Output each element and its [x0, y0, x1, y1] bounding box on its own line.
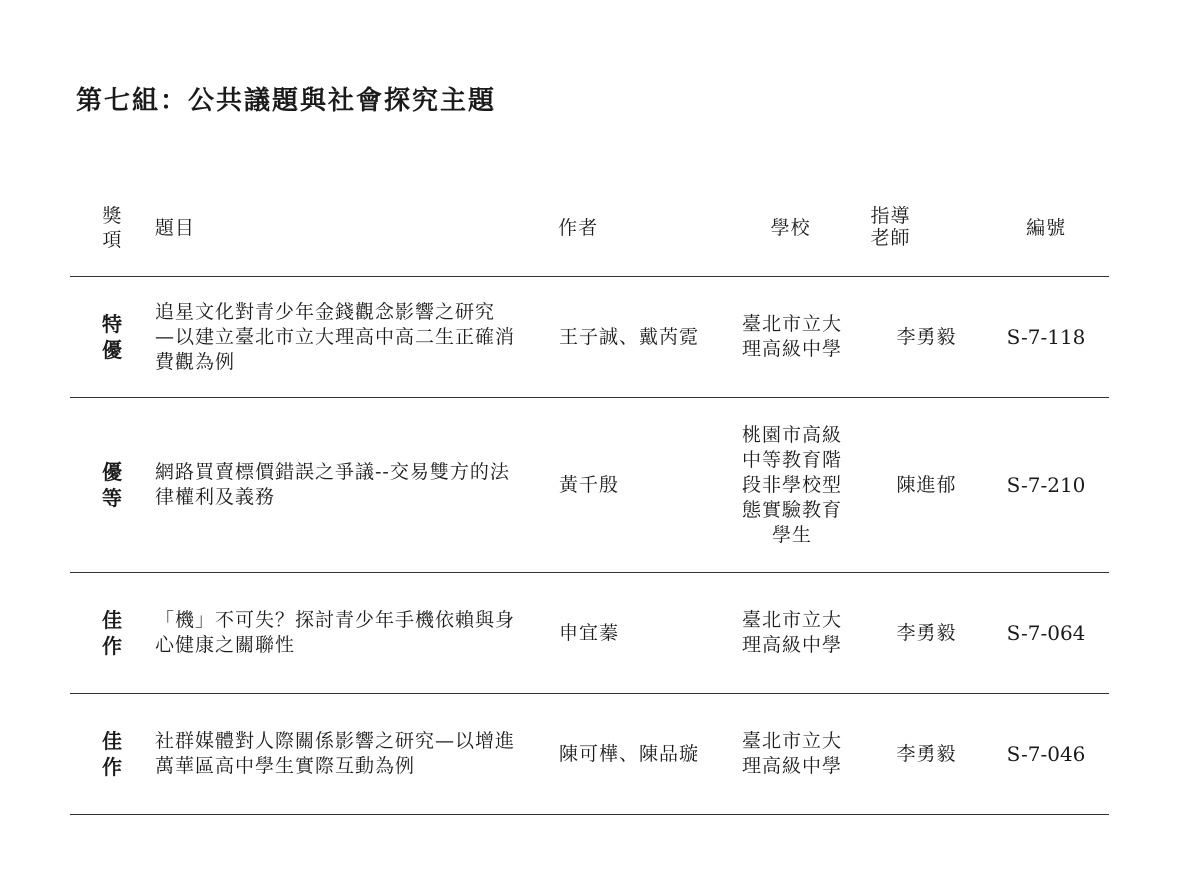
- advisor-cell: 李勇毅: [896, 742, 957, 765]
- table-row: [70, 398, 1109, 573]
- id-cell: S-7-118: [1006, 324, 1086, 349]
- advisor-cell: 李勇毅: [896, 621, 957, 644]
- school-cell: 臺北市立大理高級中學: [742, 730, 843, 777]
- authors-cell: 黃千殷: [559, 473, 620, 496]
- authors-cell: 王子誠、戴芮霓: [559, 325, 700, 348]
- page-title: 第七組：公共議題與社會探究主題: [76, 86, 497, 116]
- id-cell: S-7-046: [1006, 741, 1086, 766]
- table-header-row: [70, 180, 1109, 277]
- table-row: [70, 573, 1109, 694]
- authors-cell: 申宜蓁: [559, 621, 620, 644]
- id-cell: S-7-210: [1006, 472, 1086, 497]
- awards-table: [70, 180, 1109, 815]
- advisor-cell: 陳進郁: [896, 473, 957, 496]
- id-cell: S-7-064: [1006, 620, 1086, 645]
- school-cell: 桃園市高級中等教育階段非學校型態實驗教育學生: [742, 423, 843, 546]
- title-cell: 「機」不可失？探討青少年手機依賴與身心健康之關聯性: [155, 609, 516, 656]
- award-cell: 優等: [102, 459, 123, 510]
- award-cell: 佳作: [102, 728, 123, 779]
- award-cell: 佳作: [102, 607, 123, 658]
- header-authors: 作者: [558, 216, 599, 239]
- header-award: 獎項: [102, 204, 123, 251]
- authors-cell: 陳可樺、陳品璇: [559, 742, 700, 765]
- header-advisor: 指導老師: [870, 205, 911, 249]
- table-row: [70, 694, 1109, 815]
- advisor-cell: 李勇毅: [896, 325, 957, 348]
- award-cell: 特優: [102, 311, 123, 362]
- title-cell: 追星文化對青少年金錢觀念影響之研究 —以建立臺北市立大理高中高二生正確消費觀為例: [155, 300, 516, 373]
- header-id: 編號: [1026, 216, 1067, 239]
- table-row: [70, 277, 1109, 398]
- school-cell: 臺北市立大理高級中學: [742, 313, 843, 360]
- header-title: 題目: [154, 216, 195, 239]
- title-cell: 社群媒體對人際關係影響之研究—以增進萬華區高中學生實際互動為例: [155, 730, 516, 777]
- title-cell: 網路買賣標價錯誤之爭議--交易雙方的法律權利及義務: [155, 461, 510, 508]
- school-cell: 臺北市立大理高級中學: [742, 609, 843, 656]
- header-school: 學校: [770, 216, 811, 239]
